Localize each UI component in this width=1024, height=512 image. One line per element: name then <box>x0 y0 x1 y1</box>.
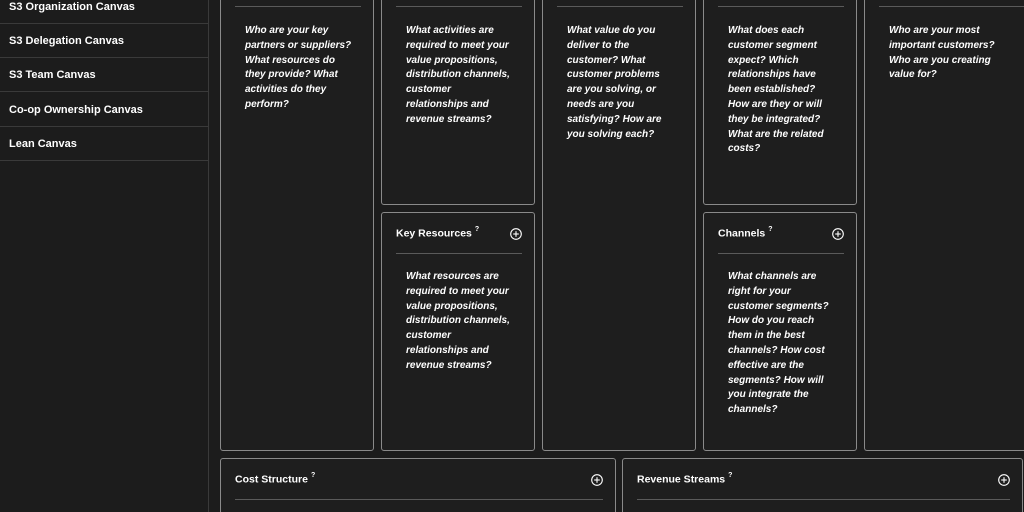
key-activities-description: What activities are required to meet your value propositions, distribution channels, customer relationships and revenue streams? <box>406 25 510 125</box>
card-divider <box>396 6 522 7</box>
key-resources-header <box>396 213 522 254</box>
card-divider <box>557 6 683 7</box>
sidebar-item-coop-ownership-canvas[interactable]: Co-op Ownership Canvas <box>0 93 208 127</box>
channels-description: What channels are right for your customer segments? How do you reach them in the best channels? How cost effective are the segments? How will you integrate the channels? <box>728 271 829 416</box>
customer-segments-description: Who are your most important customers? Who are you creating value for? <box>889 25 995 81</box>
channels-header <box>718 213 844 254</box>
value-propositions-description: What value do you deliver to the customer? What customer problems are you solving, or needs are you satisfying? How are you solving each? <box>567 25 662 140</box>
plus-circle-icon[interactable] <box>510 228 522 240</box>
card-divider <box>718 6 844 7</box>
customer-relationships-card <box>703 0 857 205</box>
plus-circle-icon[interactable] <box>998 474 1010 486</box>
key-resources-title-text: Key Resources <box>396 227 472 240</box>
key-resources-card <box>381 212 535 451</box>
key-resources-title <box>396 227 479 240</box>
cost-structure-title-text: Cost Structure <box>235 473 308 486</box>
value-propositions-card <box>542 0 696 451</box>
business-model-canvas <box>209 0 1024 512</box>
key-partners-card <box>220 0 374 451</box>
sidebar-item-lean-canvas[interactable]: Lean Canvas <box>0 127 208 161</box>
channels-card <box>703 212 857 451</box>
sidebar-item-s3-team-canvas[interactable]: S3 Team Canvas <box>0 58 208 92</box>
customer-segments-card <box>864 0 1024 451</box>
revenue-streams-title <box>637 473 732 486</box>
revenue-streams-card <box>622 458 1023 512</box>
key-resources-description: What resources are required to meet your value propositions, distribution channels, customer relationships and revenue streams? <box>406 271 510 371</box>
key-partners-description: Who are your key partners or suppliers? What resources do they provide? What activities do they perform? <box>245 25 352 110</box>
sidebar <box>0 0 209 512</box>
card-divider <box>235 6 361 7</box>
help-icon[interactable]: ? <box>310 472 316 479</box>
sidebar-item-s3-delegation-canvas[interactable]: S3 Delegation Canvas <box>0 24 208 58</box>
channels-title-text: Channels <box>718 227 766 240</box>
channels-title <box>718 227 773 240</box>
plus-circle-icon[interactable] <box>832 228 844 240</box>
help-icon[interactable]: ? <box>768 226 773 233</box>
customer-relationships-description: What does each customer segment expect? Which relationships have been established? How are they or will they be integrated? What are the related costs? <box>728 25 824 155</box>
cost-structure-title <box>235 473 315 486</box>
key-activities-card <box>381 0 535 205</box>
cost-structure-card <box>220 458 616 512</box>
sidebar-item-s3-organization-canvas[interactable]: S3 Organization Canvas <box>0 0 208 24</box>
cost-structure-header <box>235 459 603 500</box>
revenue-streams-header <box>637 459 1010 500</box>
help-icon[interactable]: ? <box>728 472 733 479</box>
help-icon[interactable]: ? <box>474 226 480 233</box>
revenue-streams-title-text: Revenue Streams <box>637 473 726 486</box>
plus-circle-icon[interactable] <box>591 474 603 486</box>
card-divider <box>879 6 1024 7</box>
